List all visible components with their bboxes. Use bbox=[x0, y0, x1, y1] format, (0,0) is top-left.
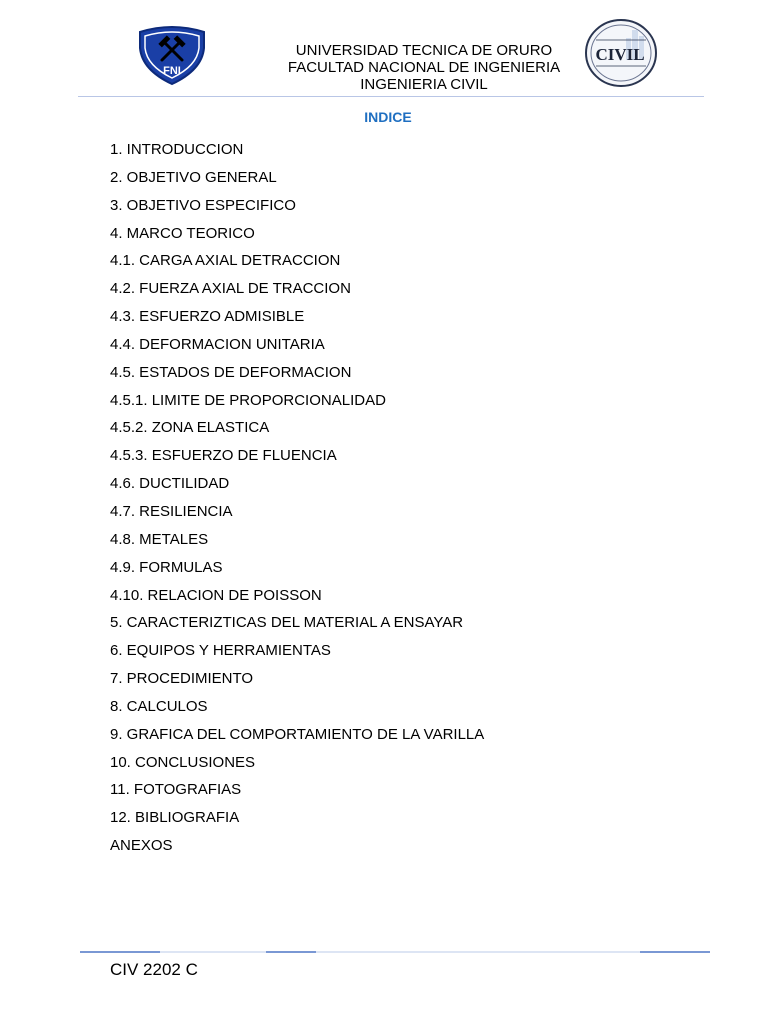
toc-entry: 4.1. CARGA AXIAL DETRACCION bbox=[110, 252, 341, 270]
page-title: INDICE bbox=[364, 109, 412, 125]
toc-entry: 10. CONCLUSIONES bbox=[110, 753, 256, 771]
toc-entry: 4.6. DUCTILIDAD bbox=[110, 475, 230, 493]
toc-entry: 5. CARACTERIZTICAS DEL MATERIAL A ENSAYAR bbox=[110, 614, 464, 632]
civil-logo-text: CIVIL bbox=[595, 45, 645, 64]
table-of-contents bbox=[110, 136, 484, 860]
toc-entry: 4.8. METALES bbox=[110, 530, 209, 548]
fni-logo-text: FNI bbox=[163, 65, 181, 77]
course-code: CIV 2202 C bbox=[110, 960, 198, 979]
footer-divider bbox=[80, 951, 710, 953]
toc-entry: 4.10. RELACION DE POISSON bbox=[110, 586, 322, 604]
toc-entry: 4.3. ESFUERZO ADMISIBLE bbox=[110, 308, 305, 326]
toc-entry: 4.7. RESILIENCIA bbox=[110, 502, 233, 520]
institution-header bbox=[240, 42, 608, 93]
toc-entry: 7. PROCEDIMIENTO bbox=[110, 670, 254, 688]
toc-entry: 1. INTRODUCCION bbox=[110, 141, 244, 158]
toc-entry: 11. FOTOGRAFIAS bbox=[110, 781, 242, 799]
toc-entry: 3. OBJETIVO ESPECIFICO bbox=[110, 196, 296, 214]
toc-entry: 4.5.3. ESFUERZO DE FLUENCIA bbox=[110, 447, 337, 465]
toc-entry: 4.5. ESTADOS DE DEFORMACION bbox=[110, 363, 352, 381]
toc-entry: 2. OBJETIVO GENERAL bbox=[110, 168, 277, 186]
toc-entry: 9. GRAFICA DEL COMPORTAMIENTO DE LA VARILLA bbox=[110, 725, 485, 743]
toc-entry: 4. MARCO TEORICO bbox=[110, 224, 255, 242]
toc-entry: ANEXOS bbox=[110, 837, 173, 855]
toc-entry: 12. BIBLIOGRAFIA bbox=[110, 809, 240, 827]
fni-shield-logo bbox=[136, 24, 208, 86]
faculty-name: FACULTAD NACIONAL DE INGENIERIA bbox=[287, 59, 561, 76]
toc-entry: 8. CALCULOS bbox=[110, 697, 208, 715]
toc-entry: 4.5.1. LIMITE DE PROPORCIONALIDAD bbox=[110, 391, 386, 409]
career-name: INGENIERIA CIVIL bbox=[360, 76, 488, 93]
ingenieria-civil-seal-logo bbox=[584, 18, 658, 88]
toc-entry: 6. EQUIPOS Y HERRAMIENTAS bbox=[110, 642, 331, 660]
university-name: UNIVERSIDAD TECNICA DE ORURO bbox=[295, 42, 553, 59]
toc-entry: 4.4. DEFORMACION UNITARIA bbox=[110, 335, 325, 353]
toc-entry: 4.2. FUERZA AXIAL DE TRACCION bbox=[110, 280, 351, 298]
header-divider bbox=[78, 96, 704, 97]
toc-entry: 4.5.2. ZONA ELASTICA bbox=[110, 419, 270, 437]
toc-entry: 4.9. FORMULAS bbox=[110, 558, 223, 576]
